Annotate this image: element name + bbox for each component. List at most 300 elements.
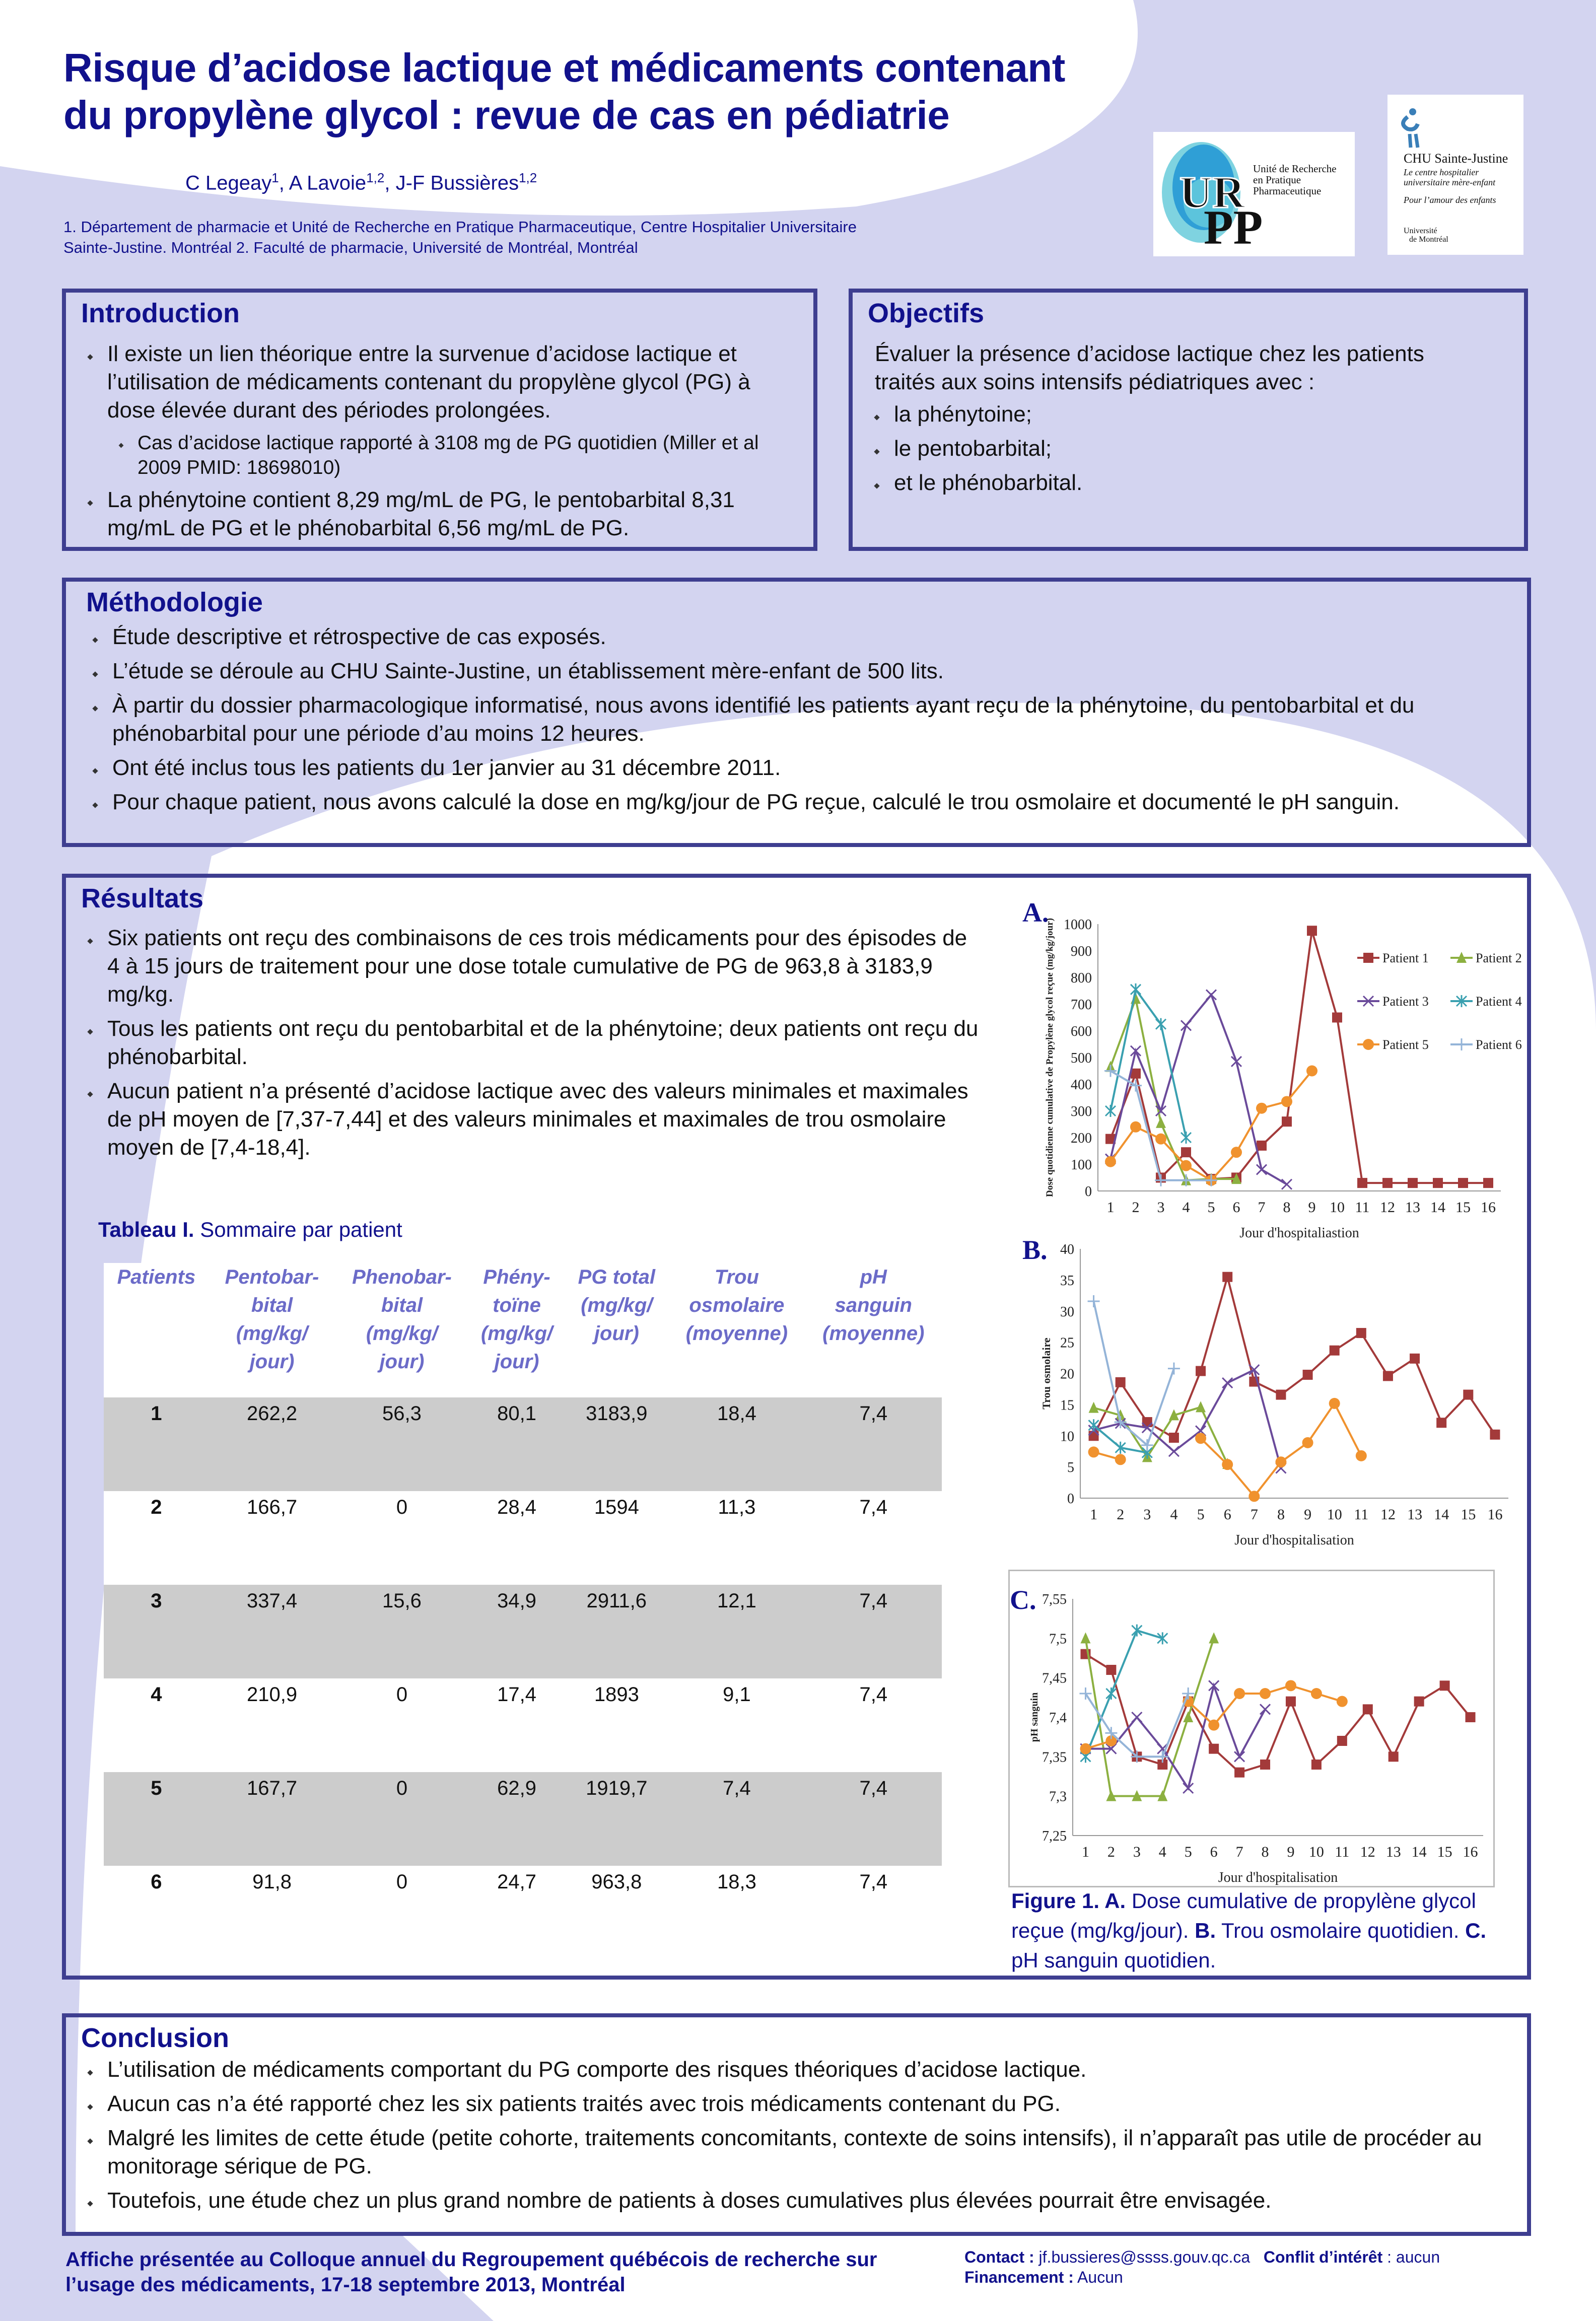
x-tick-label: 11: [1354, 1506, 1369, 1523]
table-cell: 0: [335, 1678, 468, 1772]
y-tick-label: 7,55: [1042, 1592, 1067, 1607]
table-label: Tableau I.: [98, 1218, 194, 1241]
x-tick-label: 13: [1405, 1199, 1420, 1216]
y-tick-label: 600: [1071, 1024, 1092, 1039]
patient-id-cell: 5: [104, 1772, 209, 1866]
table-cell: 210,9: [209, 1678, 335, 1772]
y-tick-label: 200: [1071, 1131, 1092, 1146]
x-tick-label: 12: [1360, 1844, 1375, 1860]
marker-square: [1357, 1178, 1367, 1188]
bullet-item: Il existe un lien théorique entre la survenue d’acidose lactique et l’utilisation de médicaments contenant du propylène glycol (PG) à dose élevée durant des périodes prolongées.: [81, 340, 798, 425]
x-tick-label: 10: [1308, 1844, 1324, 1860]
y-axis-label: Dose quotidienne cumulative de Propylène glycol reçue (mg/kg/jour): [1045, 918, 1055, 1197]
conflict-label: Conflit d’intérêt: [1263, 2248, 1383, 2266]
chu-sainte-justine-logo: [1387, 95, 1523, 255]
table-cell: 166,7: [209, 1491, 335, 1585]
affiliations: 1. Département de pharmacie et Unité de Recherche en Pratique Pharmaceutique, Centre Hospitalier Universitaire Sainte-Justine. Montréal 2. Faculté de pharmacie, Université de Montréal, Montréal: [63, 218, 857, 256]
svg-text:Pharmaceutique: Pharmaceutique: [1253, 185, 1322, 197]
y-tick-label: 10: [1060, 1429, 1074, 1445]
y-axis-label: Trou osmolaire: [1040, 1338, 1053, 1410]
caption-b-label: B.: [1195, 1919, 1216, 1942]
x-tick-label: 9: [1287, 1844, 1295, 1860]
legend-label: Patient 5: [1382, 1037, 1429, 1052]
x-tick-label: 8: [1277, 1506, 1285, 1523]
table-cell: 11,3: [668, 1491, 805, 1585]
conclusion-bullets: [81, 2056, 1512, 2215]
x-tick-label: 2: [1107, 1844, 1115, 1860]
marker-square: [1410, 1354, 1420, 1364]
bullet-item: Aucun cas n’a été rapporté chez les six patients traités avec trois médicaments contenant du PG.: [81, 2090, 1512, 2118]
marker-circle: [1256, 1103, 1267, 1114]
y-tick-label: 0: [1085, 1184, 1092, 1200]
x-tick-label: 15: [1461, 1506, 1476, 1523]
marker-square: [1490, 1430, 1500, 1440]
x-tick-label: 10: [1327, 1506, 1342, 1523]
svg-text:Pour l’amour des enfants: Pour l’amour des enfants: [1404, 195, 1496, 205]
table-cell: 7,4: [805, 1585, 942, 1678]
bullet-item: le pentobarbital;: [868, 435, 1509, 463]
y-tick-label: 40: [1060, 1242, 1074, 1257]
y-tick-label: 700: [1071, 997, 1092, 1013]
legend-item: [1450, 1037, 1522, 1052]
bullet-item: Étude descriptive et rétrospective de cas exposés.: [86, 623, 1507, 651]
x-tick-label: 7: [1258, 1199, 1266, 1216]
table-cell: 34,9: [469, 1585, 565, 1678]
series-line: [1085, 1638, 1214, 1796]
series-line: [1085, 1694, 1188, 1756]
urpp-logo: [1153, 132, 1355, 256]
x-tick-label: 7: [1235, 1844, 1243, 1860]
panel-label: B.: [1022, 1235, 1048, 1265]
marker-circle: [1356, 1450, 1367, 1461]
table-row: [104, 1585, 942, 1678]
bullet-item: Pour chaque patient, nous avons calculé la dose en mg/kg/jour de PG reçue, calculé le trou osmolaire et documenté le pH sanguin.: [86, 788, 1507, 816]
contact-email[interactable]: jf.bussieres@ssss.gouv.qc.ca: [1034, 2248, 1251, 2266]
author-name: , J-F Bussières: [384, 172, 519, 194]
marker-triangle: [1080, 1632, 1090, 1643]
marker-square: [1483, 1178, 1493, 1188]
x-tick-label: 14: [1411, 1844, 1427, 1860]
series-line: [1094, 1301, 1174, 1445]
marker-triangle: [1089, 1402, 1099, 1413]
bullet-item: Malgré les limites de cette étude (petite cohorte, traitements concomitants, contexte de soins intensifs), il n’apparaît pas utile de procéder au monitorage sérique de PG.: [81, 2124, 1512, 2181]
title-line-2: du propylène glycol : revue de cas en pédiatrie: [63, 93, 950, 137]
x-tick-label: 15: [1455, 1199, 1471, 1216]
column-header: Pentobar- bital (mg/kg/ jour): [209, 1263, 335, 1397]
y-tick-label: 30: [1060, 1304, 1074, 1320]
marker-square: [1282, 1116, 1292, 1127]
marker-x: [1222, 1378, 1232, 1388]
bullet-item: L’étude se déroule au CHU Sainte-Justine, un établissement mère-enfant de 500 lits.: [86, 657, 1507, 685]
marker-triangle: [1156, 1117, 1166, 1128]
svg-text:universitaire mère-enfant: universitaire mère-enfant: [1404, 177, 1496, 187]
caption-b: Trou osmolaire quotidien.: [1216, 1919, 1466, 1942]
x-tick-label: 16: [1487, 1506, 1503, 1523]
section-heading: Conclusion: [81, 2023, 229, 2053]
svg-text:en Pratique: en Pratique: [1253, 174, 1301, 186]
marker-square: [1222, 1272, 1232, 1282]
objectifs-text: Évaluer la présence d’acidose lactique chez les patients traités aux soins intensifs pédiatriques avec :: [875, 341, 1424, 394]
y-tick-label: 7,3: [1049, 1789, 1067, 1805]
marker-square: [1414, 1697, 1424, 1707]
table-cell: 7,4: [805, 1397, 942, 1491]
section-heading: Résultats: [81, 883, 204, 913]
conclusion-section: [62, 2013, 1531, 2236]
marker-square: [1234, 1768, 1244, 1778]
x-tick-label: 13: [1407, 1506, 1423, 1523]
marker-square: [1382, 1178, 1393, 1188]
series-line: [1094, 1407, 1228, 1464]
marker-square: [1383, 1371, 1393, 1381]
marker-star: [1181, 1132, 1191, 1144]
table-header-row: [104, 1263, 942, 1397]
marker-x: [1132, 1712, 1142, 1722]
y-tick-label: 20: [1060, 1366, 1074, 1382]
conflict-value: : aucun: [1382, 2248, 1440, 2266]
bullet-item: La phénytoine contient 8,29 mg/mL de PG, le pentobarbital 8,31 mg/mL de PG et le phénobarbital 6,56 mg/mL de PG.: [81, 486, 798, 542]
table-cell: 7,4: [805, 1491, 942, 1585]
marker-x: [1260, 1704, 1270, 1714]
marker-circle: [1337, 1696, 1348, 1707]
marker-square: [1286, 1697, 1296, 1707]
marker-square: [1363, 1704, 1373, 1714]
y-tick-label: 7,5: [1049, 1631, 1067, 1647]
marker-square: [1363, 953, 1373, 963]
y-tick-label: 15: [1060, 1397, 1074, 1414]
y-tick-label: 7,25: [1042, 1828, 1067, 1844]
x-tick-label: 1: [1106, 1199, 1115, 1216]
marker-circle: [1363, 1039, 1374, 1050]
chart-c-ph-sanguin: [1010, 1571, 1493, 1886]
y-tick-label: 7,4: [1049, 1710, 1067, 1726]
urpp-logo-mark: [1153, 132, 1355, 256]
x-tick-label: 5: [1197, 1506, 1205, 1523]
x-tick-label: 13: [1385, 1844, 1401, 1860]
marker-star: [1132, 1625, 1142, 1637]
table-row: [104, 1866, 942, 1959]
x-tick-label: 11: [1335, 1844, 1350, 1860]
table-title: [98, 1218, 402, 1242]
funding-value: Aucun: [1073, 2268, 1123, 2286]
marker-circle: [1080, 1743, 1091, 1754]
svg-text:Le centre hospitalier: Le centre hospitalier: [1404, 167, 1479, 177]
x-tick-label: 5: [1207, 1199, 1215, 1216]
table-cell: 80,1: [469, 1397, 565, 1491]
y-tick-label: 300: [1071, 1104, 1092, 1119]
y-tick-label: 7,45: [1042, 1670, 1067, 1686]
marker-circle: [1222, 1459, 1233, 1470]
x-tick-label: 15: [1437, 1844, 1452, 1860]
marker-circle: [1311, 1688, 1322, 1699]
table-cell: 24,7: [469, 1866, 565, 1959]
column-header: Phény- toïne (mg/kg/ jour): [469, 1263, 565, 1397]
x-tick-label: 8: [1283, 1199, 1291, 1216]
marker-circle: [1155, 1134, 1166, 1145]
marker-circle: [1195, 1433, 1206, 1444]
bullet-item: Aucun patient n’a présenté d’acidose lactique avec des valeurs minimales et maximales de pH moyen de [7,37-7,44] et des valeurs minimales et maximales de trou osmolaire moyen de [7,4-18,4].: [81, 1077, 983, 1162]
title-line-1: Risque d’acidose lactique et médicaments contenant: [63, 45, 1065, 90]
column-header: pH sanguin (moyenne): [805, 1263, 942, 1397]
objectifs-bullets: [868, 400, 1509, 497]
legend-label: Patient 4: [1476, 994, 1522, 1009]
y-tick-label: 1000: [1064, 917, 1092, 933]
table-row: [104, 1397, 942, 1491]
marker-square: [1181, 1147, 1191, 1157]
series-line: [1201, 1403, 1361, 1496]
patient-id-cell: 1: [104, 1397, 209, 1491]
marker-circle: [1275, 1456, 1286, 1467]
y-tick-label: 400: [1071, 1077, 1092, 1093]
marker-square: [1463, 1390, 1473, 1400]
table-cell: 1893: [565, 1678, 668, 1772]
x-tick-label: 1: [1090, 1506, 1098, 1523]
author-affiliation: 1,2: [519, 170, 537, 185]
marker-square: [1209, 1744, 1219, 1754]
table-cell: 7,4: [805, 1678, 942, 1772]
marker-plus: [1079, 1687, 1091, 1700]
x-tick-label: 6: [1210, 1844, 1218, 1860]
author-name: C Legeay: [185, 172, 272, 194]
x-tick-label: 1: [1081, 1844, 1089, 1860]
y-tick-label: 0: [1067, 1491, 1074, 1507]
svg-text:Unité de Recherche: Unité de Recherche: [1253, 163, 1337, 175]
marker-square: [1303, 1370, 1313, 1380]
x-tick-label: 11: [1355, 1199, 1370, 1216]
table-row: [104, 1678, 942, 1772]
table-row: [104, 1491, 942, 1585]
x-tick-label: 8: [1261, 1844, 1269, 1860]
marker-circle: [1208, 1720, 1219, 1731]
y-tick-label: 7,35: [1042, 1749, 1067, 1766]
table-cell: 15,6: [335, 1585, 468, 1678]
y-tick-label: 500: [1071, 1050, 1092, 1066]
x-tick-label: 12: [1380, 1199, 1395, 1216]
x-tick-label: 6: [1223, 1506, 1231, 1523]
x-tick-label: 9: [1308, 1199, 1316, 1216]
x-tick-label: 2: [1117, 1506, 1125, 1523]
table-cell: 167,7: [209, 1772, 335, 1866]
x-tick-label: 3: [1133, 1844, 1141, 1860]
column-header: Patients: [104, 1263, 209, 1397]
x-tick-label: 16: [1463, 1844, 1478, 1860]
legend-item: [1450, 951, 1522, 965]
table-cell: 18,3: [668, 1866, 805, 1959]
bullet-item: la phénytoine;: [868, 400, 1509, 429]
column-header: Phenobar- bital (mg/kg/ jour): [335, 1263, 468, 1397]
bullet-item: Cas d’acidose lactique rapporté à 3108 mg de PG quotidien (Miller et al 2009 PMID: 18698010): [81, 431, 798, 480]
table-cell: 0: [335, 1866, 468, 1959]
presentation-note: Affiche présentée au Colloque annuel du Regroupement québécois de recherche sur l’usage des médicaments, 17-18 septembre 2013, Montréal: [65, 2248, 877, 2296]
patient-id-cell: 4: [104, 1678, 209, 1772]
methodologie-bullets: [86, 623, 1507, 816]
x-tick-label: 12: [1380, 1506, 1396, 1523]
panel-label: A.: [1022, 897, 1049, 928]
bullet-item: Six patients ont reçu des combinaisons de ces trois médicaments pour des épisodes de 4 à 15 jours de traitement pour une dose totale cumulative de PG de 963,8 à 3183,9 mg/kg.: [81, 924, 983, 1009]
x-tick-label: 2: [1132, 1199, 1140, 1216]
marker-square: [1142, 1417, 1152, 1427]
poster-title: [63, 44, 1065, 139]
x-tick-label: 10: [1330, 1199, 1345, 1216]
legend-label: Patient 1: [1382, 951, 1429, 965]
legend: [1357, 951, 1522, 1052]
table-cell: 0: [335, 1491, 468, 1585]
y-tick-label: 35: [1060, 1273, 1074, 1289]
table-cell: 17,4: [469, 1678, 565, 1772]
marker-square: [1116, 1377, 1126, 1387]
x-tick-label: 7: [1250, 1506, 1258, 1523]
chart-a-dose-cumulative: [1022, 896, 1526, 1241]
marker-square: [1169, 1433, 1179, 1443]
caption-a: Dose cumulative de propylène glycol reçue (mg/kg/jour).: [1011, 1889, 1476, 1942]
marker-square: [1196, 1366, 1206, 1376]
x-tick-label: 3: [1143, 1506, 1151, 1523]
introduction-section: [62, 289, 817, 551]
marker-star: [1106, 1687, 1116, 1700]
marker-circle: [1306, 1066, 1317, 1077]
marker-square: [1433, 1178, 1443, 1188]
column-header: Trou osmolaire (moyenne): [668, 1263, 805, 1397]
panel-label: C.: [1010, 1585, 1036, 1615]
column-header: PG total (mg/kg/ jour): [565, 1263, 668, 1397]
y-axis-label: pH sanguin: [1029, 1692, 1040, 1742]
marker-square: [1307, 926, 1317, 936]
marker-plus: [1455, 1038, 1468, 1050]
authors: [185, 170, 537, 194]
legend-label: Patient 3: [1382, 994, 1429, 1009]
section-heading: Objectifs: [868, 298, 985, 328]
table-cell: 9,1: [668, 1678, 805, 1772]
table-cell: 0: [335, 1772, 468, 1866]
table-cell: 12,1: [668, 1585, 805, 1678]
marker-square: [1106, 1665, 1116, 1675]
x-tick-label: 4: [1182, 1199, 1190, 1216]
table-cell: 3183,9: [565, 1397, 668, 1491]
series-line: [1094, 1277, 1495, 1438]
marker-square: [1408, 1178, 1418, 1188]
marker-x: [1282, 1179, 1292, 1189]
x-tick-label: 4: [1170, 1506, 1178, 1523]
table-cell: 62,9: [469, 1772, 565, 1866]
marker-square: [1436, 1418, 1446, 1428]
marker-plus: [1168, 1363, 1180, 1375]
svg-text:CHU Sainte-Justine: CHU Sainte-Justine: [1404, 151, 1508, 166]
legend-label: Patient 2: [1476, 951, 1522, 965]
svg-text:UR: UR: [1179, 168, 1245, 218]
x-tick-label: 6: [1232, 1199, 1240, 1216]
author-affiliation: 1: [271, 170, 279, 185]
x-tick-label: 9: [1304, 1506, 1312, 1523]
marker-square: [1257, 1141, 1267, 1151]
chu-logo-mark: [1387, 95, 1523, 255]
x-axis-label: Jour d'hospitaliastion: [1239, 1225, 1359, 1241]
marker-square: [1311, 1760, 1322, 1770]
marker-circle: [1130, 1121, 1141, 1133]
marker-circle: [1234, 1688, 1245, 1699]
chart-b-trou-osmolaire: [1022, 1224, 1526, 1546]
contact-info: [964, 2247, 1440, 2287]
legend-item: [1357, 1037, 1429, 1052]
marker-circle: [1285, 1680, 1296, 1691]
caption-c: pH sanguin quotidien.: [1011, 1948, 1216, 1972]
marker-triangle: [1183, 1711, 1193, 1722]
bullet-item: Tous les patients ont reçu du pentobarbital et de la phénytoine; deux patients ont reçu du phénobarbital.: [81, 1015, 983, 1071]
author-affiliation: 1,2: [366, 170, 385, 185]
legend-item: [1357, 994, 1429, 1009]
patient-id-cell: 3: [104, 1585, 209, 1678]
marker-circle: [1248, 1491, 1260, 1502]
marker-square: [1089, 1431, 1099, 1441]
marker-square: [1332, 1013, 1342, 1023]
table-cell: 963,8: [565, 1866, 668, 1959]
marker-star: [1089, 1419, 1099, 1431]
table-cell: 1919,7: [565, 1772, 668, 1866]
series-patient-1: [1089, 1272, 1500, 1443]
author-name: , A Lavoie: [279, 172, 367, 194]
marker-circle: [1281, 1096, 1292, 1107]
patient-id-cell: 6: [104, 1866, 209, 1959]
figure-caption: [1011, 1886, 1515, 1975]
marker-circle: [1088, 1446, 1099, 1457]
marker-square: [1260, 1760, 1270, 1770]
y-tick-label: 25: [1060, 1335, 1074, 1351]
funding-label: Financement :: [964, 2268, 1074, 2286]
table-cell: 262,2: [209, 1397, 335, 1491]
marker-square: [1337, 1736, 1347, 1746]
x-axis-label: Jour d'hospitalisation: [1234, 1532, 1354, 1548]
marker-circle: [1260, 1688, 1271, 1699]
marker-star: [1156, 1018, 1166, 1030]
series-patient-1: [1105, 926, 1493, 1188]
y-tick-label: 100: [1071, 1157, 1092, 1173]
resultats-bullets: [81, 924, 983, 1162]
contact-label: Contact :: [964, 2248, 1034, 2266]
caption-c-label: C.: [1465, 1919, 1487, 1942]
table-cell: 2911,6: [565, 1585, 668, 1678]
marker-x: [1169, 1446, 1179, 1456]
x-tick-label: 14: [1430, 1199, 1445, 1216]
table-cell: 337,4: [209, 1585, 335, 1678]
marker-x: [1234, 1751, 1244, 1762]
marker-circle: [1115, 1454, 1126, 1465]
table-caption: Sommaire par patient: [194, 1218, 402, 1241]
marker-square: [1389, 1751, 1399, 1762]
table-cell: 1594: [565, 1491, 668, 1585]
marker-star: [1157, 1632, 1167, 1644]
table-cell: 18,4: [668, 1397, 805, 1491]
x-tick-label: 5: [1184, 1844, 1192, 1860]
marker-circle: [1231, 1147, 1242, 1158]
legend-item: [1357, 951, 1429, 965]
bullet-item: L’utilisation de médicaments comportant du PG comporte des risques théoriques d’acidose lactique.: [81, 2056, 1512, 2084]
marker-plus: [1088, 1295, 1100, 1307]
marker-star: [1131, 983, 1141, 996]
y-tick-label: 5: [1067, 1460, 1074, 1476]
legend-item: [1450, 994, 1522, 1009]
bullet-item: et le phénobarbital.: [868, 469, 1509, 497]
table-cell: 7,4: [668, 1772, 805, 1866]
series-line: [1085, 1631, 1162, 1757]
table-cell: 7,4: [805, 1866, 942, 1959]
series-line: [1085, 1654, 1470, 1773]
y-tick-label: 800: [1071, 970, 1092, 986]
marker-triangle: [1196, 1401, 1206, 1412]
marker-star: [1105, 1105, 1116, 1117]
marker-square: [1440, 1680, 1450, 1691]
marker-circle: [1105, 1156, 1116, 1167]
bullet-item: À partir du dossier pharmacologique informatisé, nous avons identifié les patients ayant reçu de la phénytoine, du pentobarbital et du phénobarbital pour une période d’au moins 12 heures.: [86, 691, 1507, 748]
methodologie-section: [62, 578, 1531, 847]
x-tick-label: 4: [1158, 1844, 1166, 1860]
